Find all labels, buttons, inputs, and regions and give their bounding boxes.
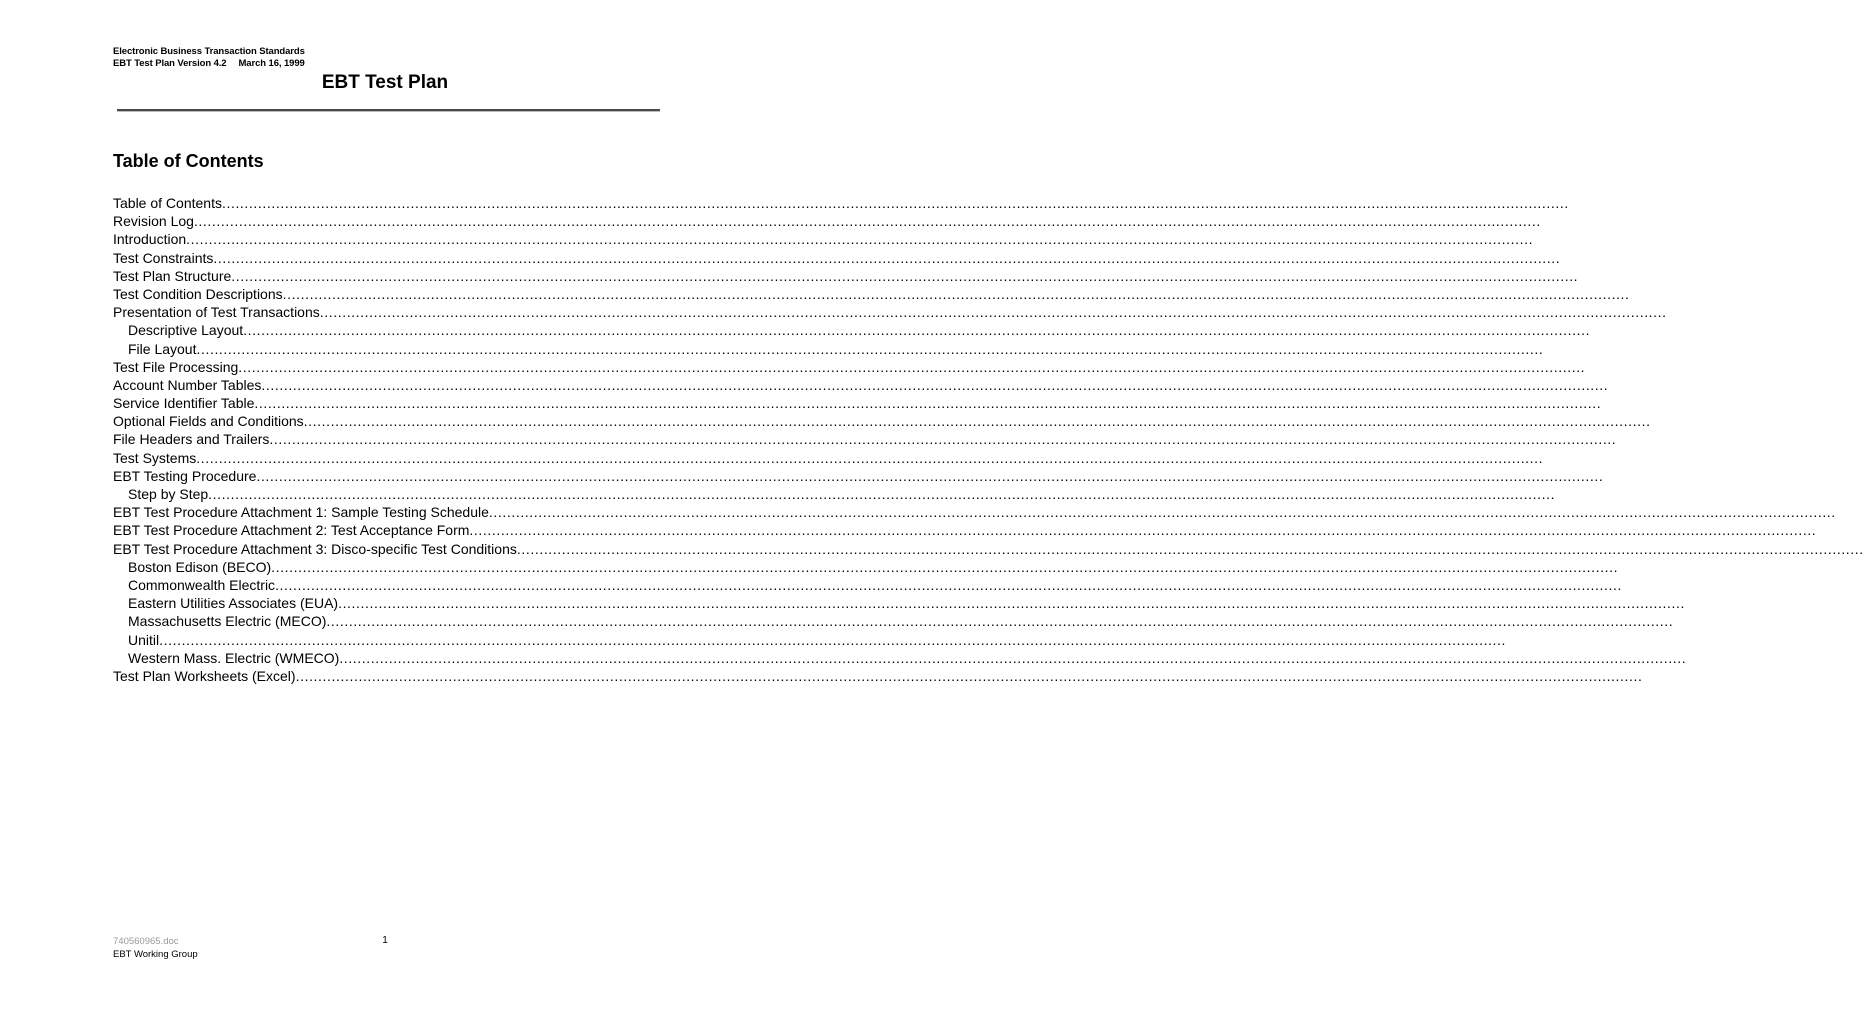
toc-entry[interactable] — [113, 503, 1836, 521]
toc-leader-dots: ............................................................................................................................................................................................................................................................................................................ — [271, 558, 1619, 575]
toc-leader-dots: ............................................................................................................................................................................................................................................................................................................ — [159, 631, 1507, 648]
toc-entry[interactable] — [113, 540, 1864, 558]
toc-entry-text: Optional Fields and Conditions — [113, 413, 304, 430]
toc-entry[interactable] — [113, 303, 1667, 321]
toc-entry-text: Table of Contents — [113, 195, 222, 211]
toc-leader-dots: ............................................................................................................................................................................................................................................................................................................ — [193, 213, 1541, 230]
toc-entry[interactable] — [113, 631, 1507, 649]
toc-entry[interactable] — [113, 194, 1569, 212]
toc-leader-dots: ............................................................................................................................................................................................................................................................................................................ — [488, 504, 1836, 521]
page-number: 1 — [382, 935, 388, 946]
toc-entry-text: Boston Edison (BECO) — [128, 558, 272, 575]
toc-entry[interactable] — [113, 285, 1630, 303]
toc-leader-dots: ............................................................................................................................................................................................................................................................................................................ — [221, 195, 1569, 211]
header-standards-line: Electronic Business Transaction Standards — [113, 46, 305, 57]
header-date: March 16, 1999 — [238, 58, 305, 69]
toc-entry-text: Descriptive Layout — [128, 322, 244, 339]
toc-entry[interactable] — [113, 485, 1556, 503]
toc-leader-dots: ............................................................................................................................................................................................................................................................................................................ — [254, 395, 1602, 412]
toc-leader-dots: ............................................................................................................................................................................................................................................................................................................ — [319, 304, 1667, 321]
toc-entry[interactable] — [113, 394, 1602, 412]
toc-entry[interactable] — [113, 558, 1619, 576]
toc-leader-dots: ............................................................................................................................................................................................................................................................................................................ — [469, 522, 1817, 539]
toc-leader-dots: ............................................................................................................................................................................................................................................................................................................ — [213, 249, 1561, 266]
toc-entry-text: Unitil — [128, 631, 160, 648]
toc-leader-dots: ............................................................................................................................................................................................................................................................................................................ — [326, 613, 1674, 630]
toc-entry-text: Test File Processing — [113, 358, 239, 375]
toc-leader-dots: ............................................................................................................................................................................................................................................................................................................ — [256, 467, 1604, 484]
toc-heading: Table of Contents — [113, 151, 264, 171]
toc-leader-dots: ............................................................................................................................................................................................................................................................................................................ — [186, 231, 1534, 248]
toc-entry-text: EBT Test Procedure Attachment 1: Sample Testing Schedule — [113, 504, 489, 521]
toc-entry[interactable] — [113, 667, 1643, 685]
document-header — [113, 46, 305, 70]
toc-entry-text: Test Systems — [113, 449, 197, 466]
header-version: EBT Test Plan Version 4.2 — [113, 58, 227, 69]
toc-entry[interactable] — [113, 376, 1609, 394]
toc-entry[interactable] — [113, 340, 1544, 358]
toc-leader-dots: ............................................................................................................................................................................................................................................................................................................ — [269, 431, 1617, 448]
toc-entry-text: EBT Test Procedure Attachment 3: Disco-specific Test Conditions — [113, 540, 517, 557]
toc-entry-text: Test Constraints — [113, 249, 214, 266]
toc-entry[interactable] — [113, 576, 1622, 594]
toc-entry-text: Test Condition Descriptions — [113, 285, 283, 302]
toc-entry-text: Revision Log — [113, 213, 194, 230]
toc-entry[interactable] — [113, 467, 1604, 485]
toc-entry-text: EBT Test Procedure Attachment 2: Test Acceptance Form — [113, 522, 470, 539]
title-divider — [117, 109, 660, 112]
toc-leader-dots: ............................................................................................................................................................................................................................................................................................................ — [338, 595, 1685, 612]
toc-entry-text: EBT Testing Procedure — [113, 467, 257, 484]
toc-leader-dots: ............................................................................................................................................................................................................................................................................................................ — [196, 340, 1544, 357]
toc-leader-dots: ............................................................................................................................................................................................................................................................................................................ — [339, 649, 1687, 666]
toc-entry[interactable] — [113, 612, 1674, 630]
toc-entry-text: Massachusetts Electric (MECO) — [128, 613, 327, 630]
footer-filename: 740560965.doc — [113, 936, 179, 947]
footer-group: EBT Working Group — [113, 949, 198, 960]
toc-entry-text: Test Plan Structure — [113, 267, 232, 284]
toc-entry-text: Service Identifier Table — [113, 395, 255, 412]
toc-entry-text: Step by Step — [128, 486, 209, 502]
toc-leader-dots: ............................................................................................................................................................................................................................................................................................................ — [261, 376, 1609, 393]
toc-entry[interactable] — [113, 594, 1685, 612]
toc-leader-dots: ............................................................................................................................................................................................................................................................................................................ — [208, 486, 1556, 502]
toc-leader-dots: ............................................................................................................................................................................................................................................................................................................ — [243, 322, 1591, 339]
toc-leader-dots: ............................................................................................................................................................................................................................................................................................................ — [275, 576, 1622, 593]
toc-entry-text: Presentation of Test Transactions — [113, 304, 320, 321]
toc-leader-dots: ............................................................................................................................................................................................................................................................................................................ — [238, 358, 1586, 375]
toc-entry-text: Western Mass. Electric (WMECO) — [128, 649, 340, 666]
toc-entry[interactable] — [113, 412, 1651, 430]
toc-leader-dots: ............................................................................................................................................................................................................................................................................................................ — [295, 667, 1643, 684]
toc-leader-dots: ............................................................................................................................................................................................................................................................................................................ — [282, 285, 1630, 302]
toc-entry[interactable] — [113, 449, 1544, 467]
toc-entry[interactable] — [113, 212, 1541, 230]
toc-entry-text: File Layout — [128, 340, 197, 357]
toc-entry-text: Eastern Utilities Associates (EUA) — [128, 595, 339, 612]
toc-entry-text: Introduction — [113, 231, 187, 248]
toc-leader-dots: ............................................................................................................................................................................................................................................................................................................ — [196, 449, 1544, 466]
toc-entry[interactable] — [113, 249, 1561, 267]
toc-entry[interactable] — [113, 321, 1591, 339]
toc-entry[interactable] — [113, 649, 1687, 667]
toc-leader-dots: ............................................................................................................................................................................................................................................................................................................ — [231, 267, 1579, 284]
toc-leader-dots: ............................................................................................................................................................................................................................................................................................................ — [516, 540, 1864, 557]
document-title: EBT Test Plan — [321, 72, 449, 93]
toc-entry[interactable] — [113, 521, 1817, 539]
toc-leader-dots: ............................................................................................................................................................................................................................................................................................................ — [303, 413, 1651, 430]
table-of-contents — [113, 194, 1864, 685]
toc-entry[interactable] — [113, 230, 1534, 248]
toc-entry-text: Commonwealth Electric — [128, 576, 276, 593]
toc-entry-text: File Headers and Trailers — [113, 431, 270, 448]
toc-entry[interactable] — [113, 358, 1586, 376]
toc-entry[interactable] — [113, 430, 1617, 448]
toc-entry-text: Test Plan Worksheets (Excel) — [113, 667, 296, 684]
toc-entry-text: Account Number Tables — [113, 376, 262, 393]
header-version-line — [113, 58, 305, 70]
toc-entry[interactable] — [113, 267, 1579, 285]
